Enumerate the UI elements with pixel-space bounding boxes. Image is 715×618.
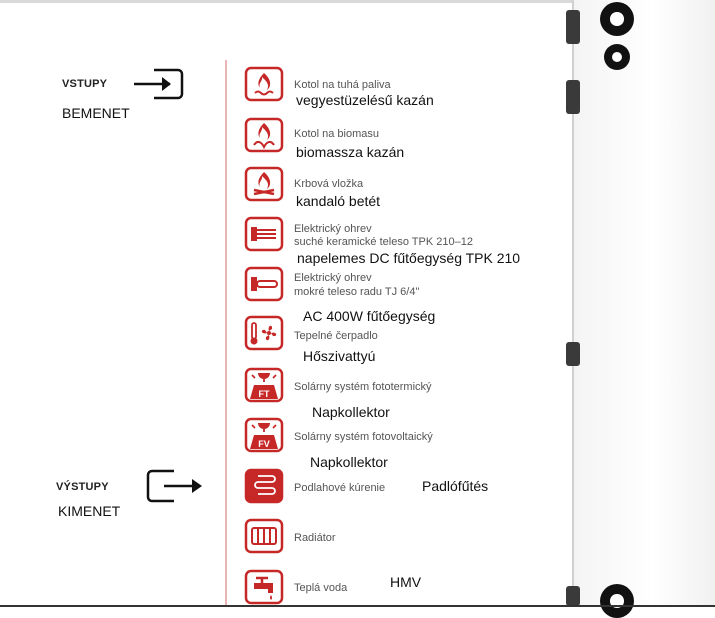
tank-nozzle: [566, 10, 580, 44]
flame-icon: [244, 166, 284, 202]
radiator-icon: [244, 518, 284, 554]
section-divider: [225, 60, 227, 607]
input-section-title: VSTUPY: [62, 78, 108, 90]
tank-nozzle: [566, 586, 580, 606]
item-label-hu: AC 400W fűtőegység: [303, 308, 436, 324]
solar-thermal-icon: [244, 367, 284, 403]
solar-badge-label: FT: [258, 389, 270, 399]
item-label-hu: kandaló betét: [296, 193, 381, 209]
item-label-sk-detail: mokré teleso radu TJ 6/4": [294, 286, 420, 298]
item-label-hu: Padlófűtés: [422, 478, 489, 494]
solar-badge-label: FV: [258, 439, 270, 449]
item-label-sk: Radiátor: [294, 532, 336, 544]
solar-pv-icon: [244, 417, 284, 453]
item-label-sk: Krbová vložka: [294, 178, 364, 190]
output-section-translation: KIMENET: [58, 503, 121, 519]
item-label-hu: vegyestüzelésű kazán: [296, 92, 434, 108]
item-label-sk: Kotol na tuhá paliva: [294, 79, 391, 91]
heat-pump-icon: [244, 315, 284, 351]
item-label-sk: Elektrický ohrev: [294, 272, 372, 284]
tank-port: [600, 584, 634, 618]
storage-tank: [572, 0, 715, 607]
item-label-hu: Hőszivattyú: [303, 348, 376, 364]
item-label-hu: biomassza kazán: [296, 144, 405, 160]
item-label-sk: Tepelné čerpadlo: [294, 330, 378, 342]
item-label-sk: Solárny systém fotovoltaický: [294, 431, 433, 443]
tank-port: [604, 44, 630, 70]
item-label-hu: napelemes DC fűtőegység TPK 210: [297, 250, 521, 266]
hot-water-tap-icon: [244, 569, 284, 605]
item-label-hu: HMV: [390, 574, 422, 590]
tank-port: [600, 2, 634, 36]
floor-heating-icon: [244, 468, 284, 504]
item-label-hu: Napkollektor: [312, 404, 390, 420]
output-section-title: VÝSTUPY: [56, 481, 109, 493]
tank-nozzle: [566, 80, 580, 114]
item-label-sk: Podlahové kúrenie: [294, 482, 386, 494]
item-label-sk: Elektrický ohrev: [294, 223, 372, 235]
flame-icon: [244, 66, 284, 102]
input-section-translation: BEMENET: [62, 105, 130, 121]
output-arrow-icon: [144, 468, 204, 504]
item-label-sk: Teplá voda: [294, 582, 348, 594]
item-label-sk: Solárny systém fototermický: [294, 381, 432, 393]
flame-icon: [244, 117, 284, 153]
item-label-hu: Napkollektor: [310, 454, 388, 470]
tank-nozzle: [566, 342, 580, 366]
item-label-sk: Kotol na biomasu: [294, 128, 379, 140]
input-arrow-icon: [132, 66, 186, 102]
heating-element-icon: [244, 216, 284, 252]
item-label-sk-detail: suché keramické teleso TPK 210–12: [294, 236, 473, 248]
heating-element-icon: [244, 266, 284, 302]
